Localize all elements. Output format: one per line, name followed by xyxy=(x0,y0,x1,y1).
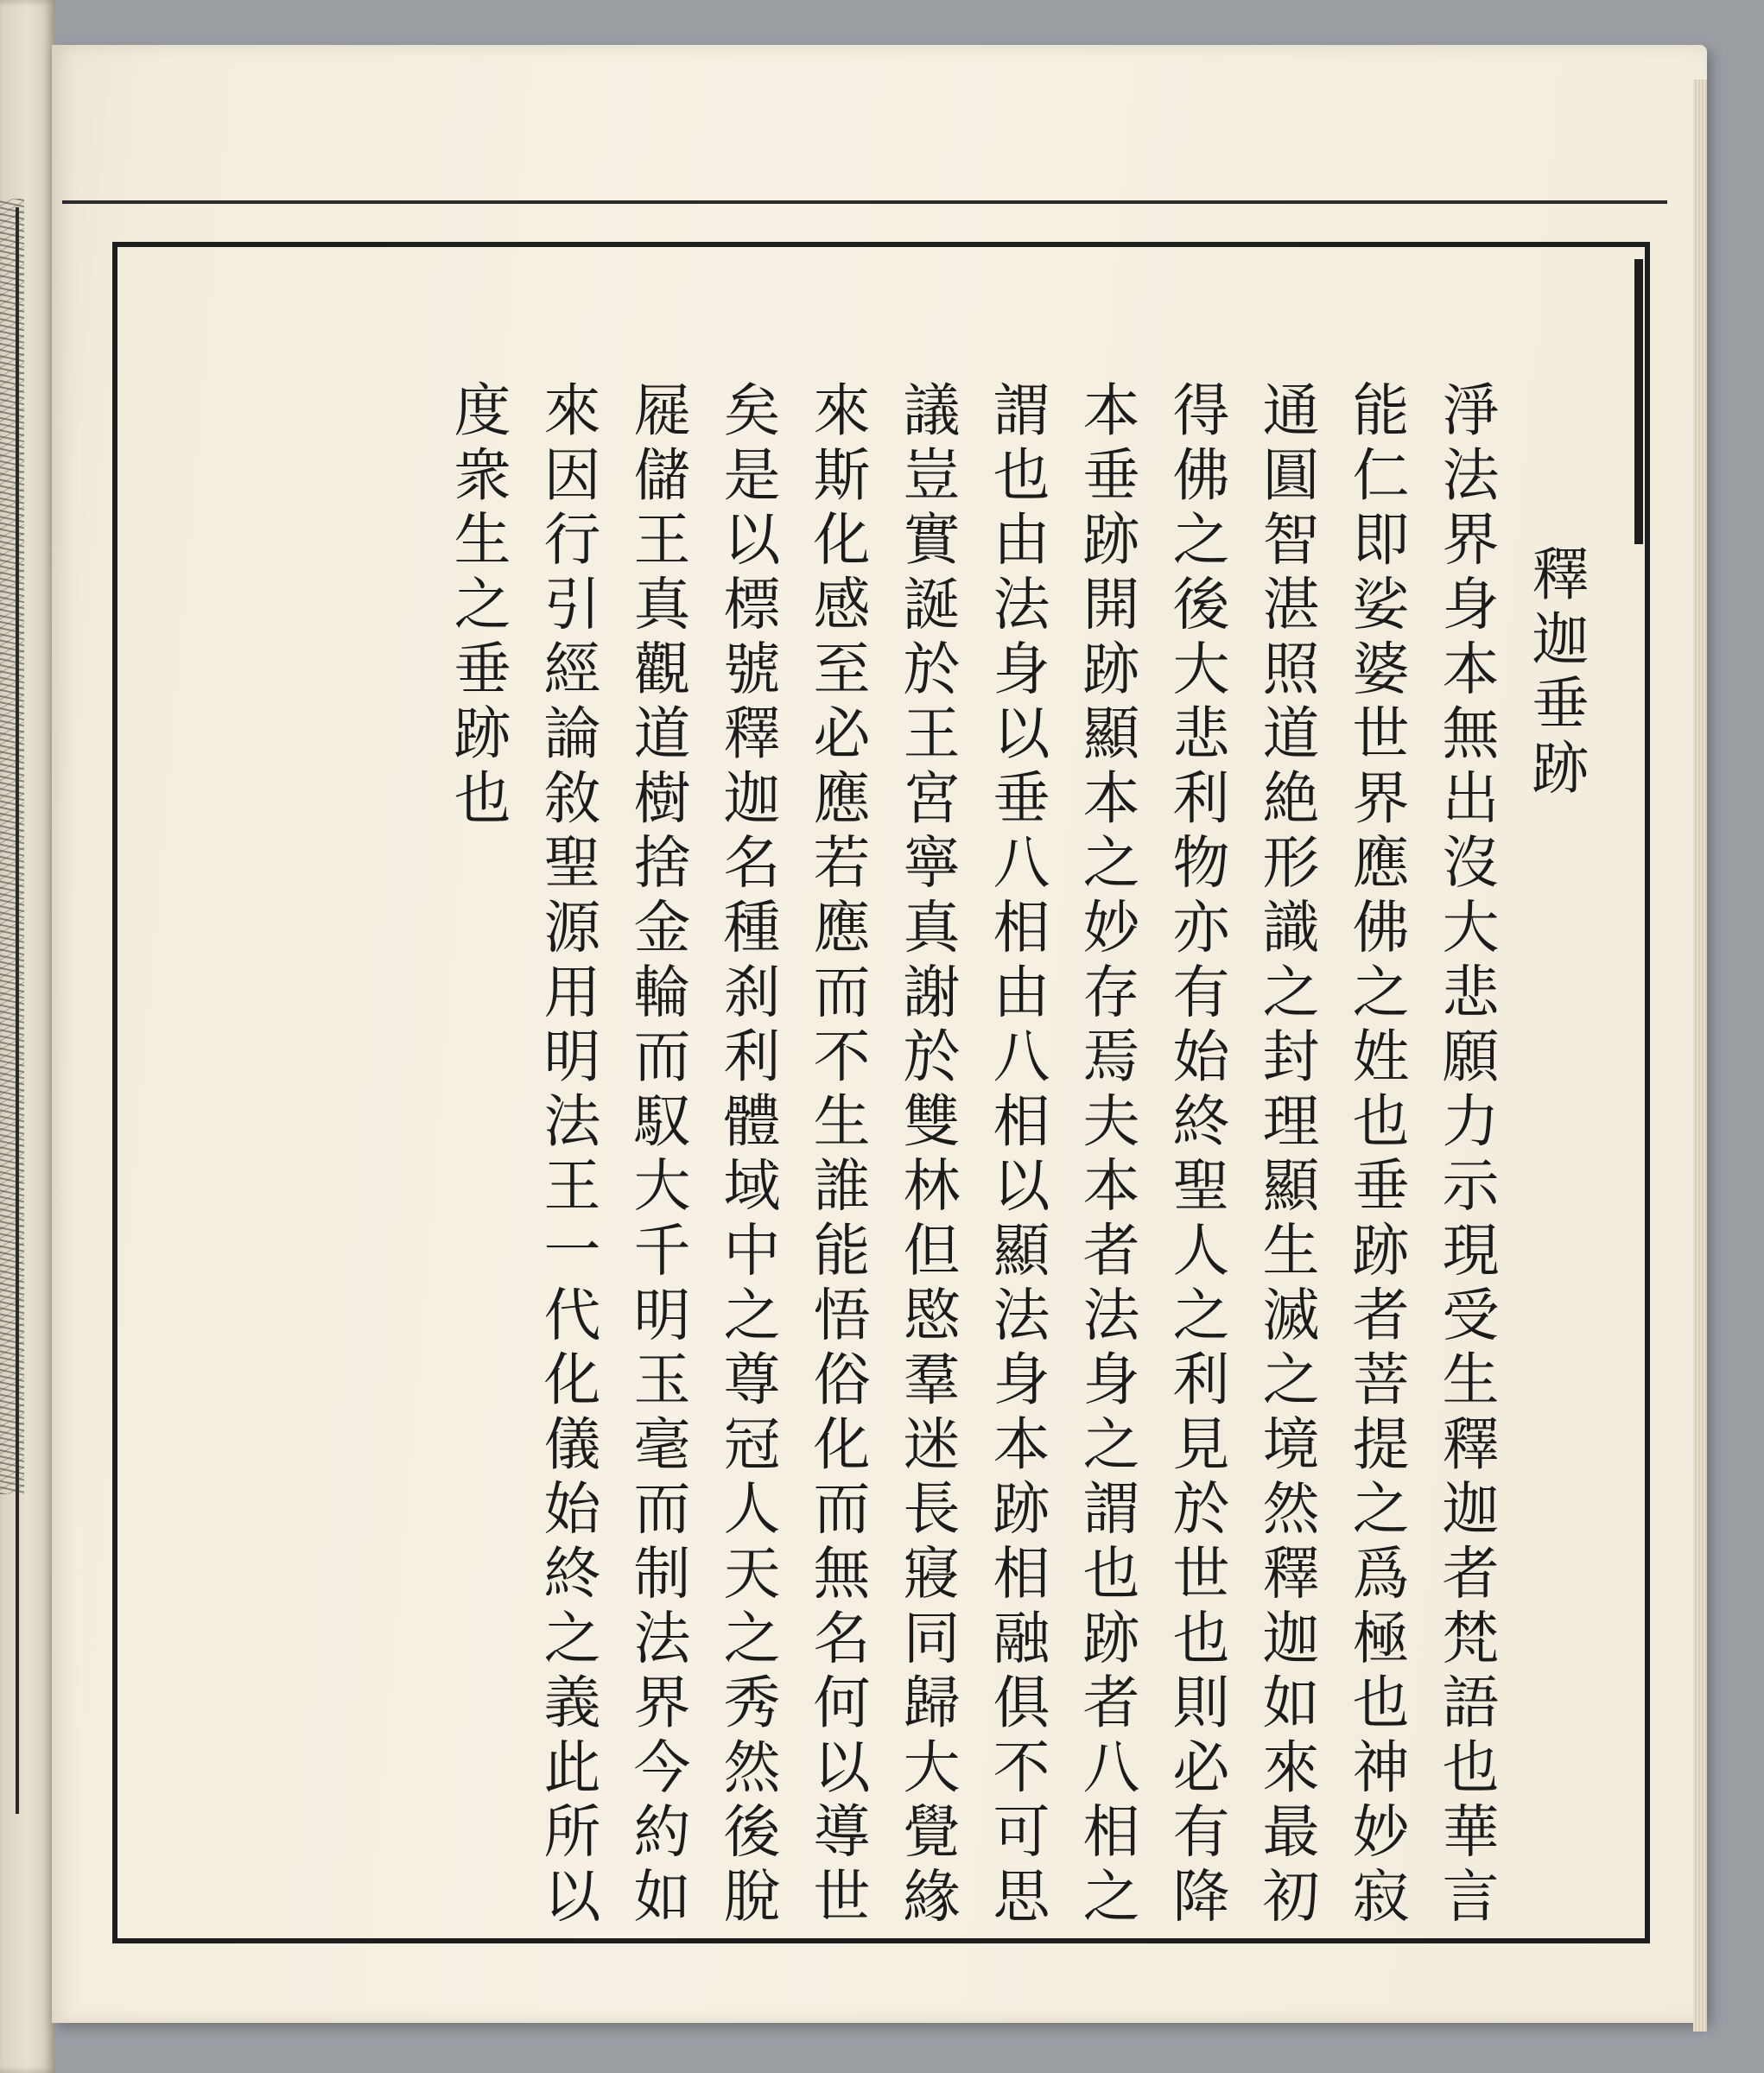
heading-column: 釋迦垂跡 xyxy=(1522,544,1589,803)
text-column-12: 度衆生之垂跡也 xyxy=(444,380,511,833)
previous-page-edge xyxy=(0,0,55,2073)
frame-notch xyxy=(1634,259,1643,544)
text-column-5: 本垂跡開跡顯本之妙存焉夫本者法身之謂也跡者八相之 xyxy=(1073,380,1139,1931)
text-column-8: 來斯化感至必應若應而不生誰能悟俗化而無名何以導世 xyxy=(803,380,870,1931)
text-column-1: 淨法界身本無出沒大悲願力示現受生釋迦者梵語也華言 xyxy=(1432,380,1499,1931)
text-column-3: 通圓智湛照道絶形識之封理顯生滅之境然釋迦如來最初 xyxy=(1253,380,1319,1931)
text-column-7: 議豈實誕於王宮寧真謝於雙林但愍羣迷長寢同歸大覺緣 xyxy=(893,380,960,1931)
text-column-4: 得佛之後大悲利物亦有始終聖人之利見於世也則必有降 xyxy=(1163,380,1229,1931)
text-column-9: 矣是以標號釋迦名種刹利體域中之尊冠人天之秀然後脫 xyxy=(714,380,780,1931)
text-column-2: 能仁即娑婆世界應佛之姓也垂跡者菩提之爲極也神妙寂 xyxy=(1342,380,1409,1931)
previous-page-frame-line xyxy=(16,207,19,1814)
text-column-10: 屣儲王真觀道樹捨金輪而馭大千明玉毫而制法界今約如 xyxy=(624,380,690,1931)
text-column-11: 來因行引經論敘聖源用明法王一代化儀始終之義此所以 xyxy=(534,380,600,1931)
previous-page-illustration xyxy=(0,199,24,1494)
text-column-6: 謂也由法身以垂八相由八相以顯法身本跡相融俱不可思 xyxy=(983,380,1050,1931)
page-edge-stack xyxy=(1693,79,1707,2032)
vertical-text-block xyxy=(432,380,1600,1931)
